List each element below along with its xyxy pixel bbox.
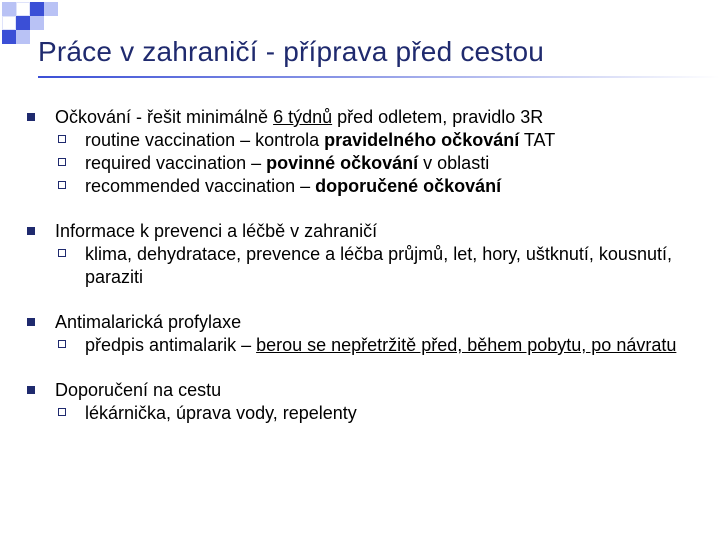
title-divider <box>38 76 720 78</box>
deco-square <box>16 2 30 16</box>
hollow-square-bullet-icon <box>58 135 66 143</box>
list-item <box>24 379 704 425</box>
text-run: required vaccination – <box>85 153 267 173</box>
list-item <box>24 311 704 357</box>
text-run: lékárnička, úprava vody, repelenty <box>85 403 357 423</box>
text-run: před odletem, pravidlo 3R <box>332 107 544 127</box>
text-run: recommended vaccination – <box>85 176 316 196</box>
sub-list <box>55 129 704 198</box>
square-bullet-icon <box>27 113 35 121</box>
deco-square <box>16 30 30 44</box>
text-run: Informace k prevenci a léčbě v zahraničí <box>55 221 378 241</box>
sub-list <box>55 402 704 425</box>
square-bullet-icon <box>27 386 35 394</box>
list-item <box>24 220 704 289</box>
sub-list-item <box>55 243 704 289</box>
text-run: berou se nepřetržitě před, během pobytu, po návratu <box>256 335 677 355</box>
bullet-list <box>24 106 704 447</box>
hollow-square-bullet-icon <box>58 158 66 166</box>
text-run: Antimalarická profylaxe <box>55 312 242 332</box>
hollow-square-bullet-icon <box>58 249 66 257</box>
text-run: povinné očkování <box>266 153 419 173</box>
list-item <box>24 106 704 198</box>
list-item-text <box>55 106 704 129</box>
text-run: TAT <box>519 130 556 150</box>
text-run: 6 týdnů <box>273 107 333 127</box>
text-run: Doporučení na cestu <box>55 380 222 400</box>
square-bullet-icon <box>27 227 35 235</box>
sub-list-item <box>55 152 704 175</box>
text-run: v oblasti <box>418 153 490 173</box>
deco-square <box>30 2 44 16</box>
text-run: doporučené očkování <box>315 176 502 196</box>
text-run: pravidelného očkování <box>324 130 520 150</box>
deco-square <box>2 30 16 44</box>
deco-square <box>2 16 16 30</box>
hollow-square-bullet-icon <box>58 181 66 189</box>
square-bullet-icon <box>27 318 35 326</box>
list-item-text <box>55 220 704 243</box>
list-item-text <box>55 379 704 402</box>
sub-list-item <box>55 175 704 198</box>
deco-square <box>16 16 30 30</box>
page-title: Práce v zahraničí - příprava před cestou <box>38 36 545 67</box>
deco-square <box>30 16 44 30</box>
text-run: klima, dehydratace, prevence a léčba průjmů, let, hory, uštknutí, kousnutí, paraziti <box>85 244 672 287</box>
deco-square <box>44 2 58 16</box>
hollow-square-bullet-icon <box>58 340 66 348</box>
text-run: routine vaccination – kontrola <box>85 130 325 150</box>
hollow-square-bullet-icon <box>58 408 66 416</box>
list-item-text <box>55 311 704 334</box>
sub-list-item <box>55 402 704 425</box>
text-run: předpis antimalarik – <box>85 335 257 355</box>
sub-list-item <box>55 129 704 152</box>
sub-list <box>55 243 704 289</box>
deco-square <box>2 2 16 16</box>
sub-list <box>55 334 704 357</box>
sub-list-item <box>55 334 704 357</box>
text-run: Očkování - řešit minimálně <box>55 107 274 127</box>
